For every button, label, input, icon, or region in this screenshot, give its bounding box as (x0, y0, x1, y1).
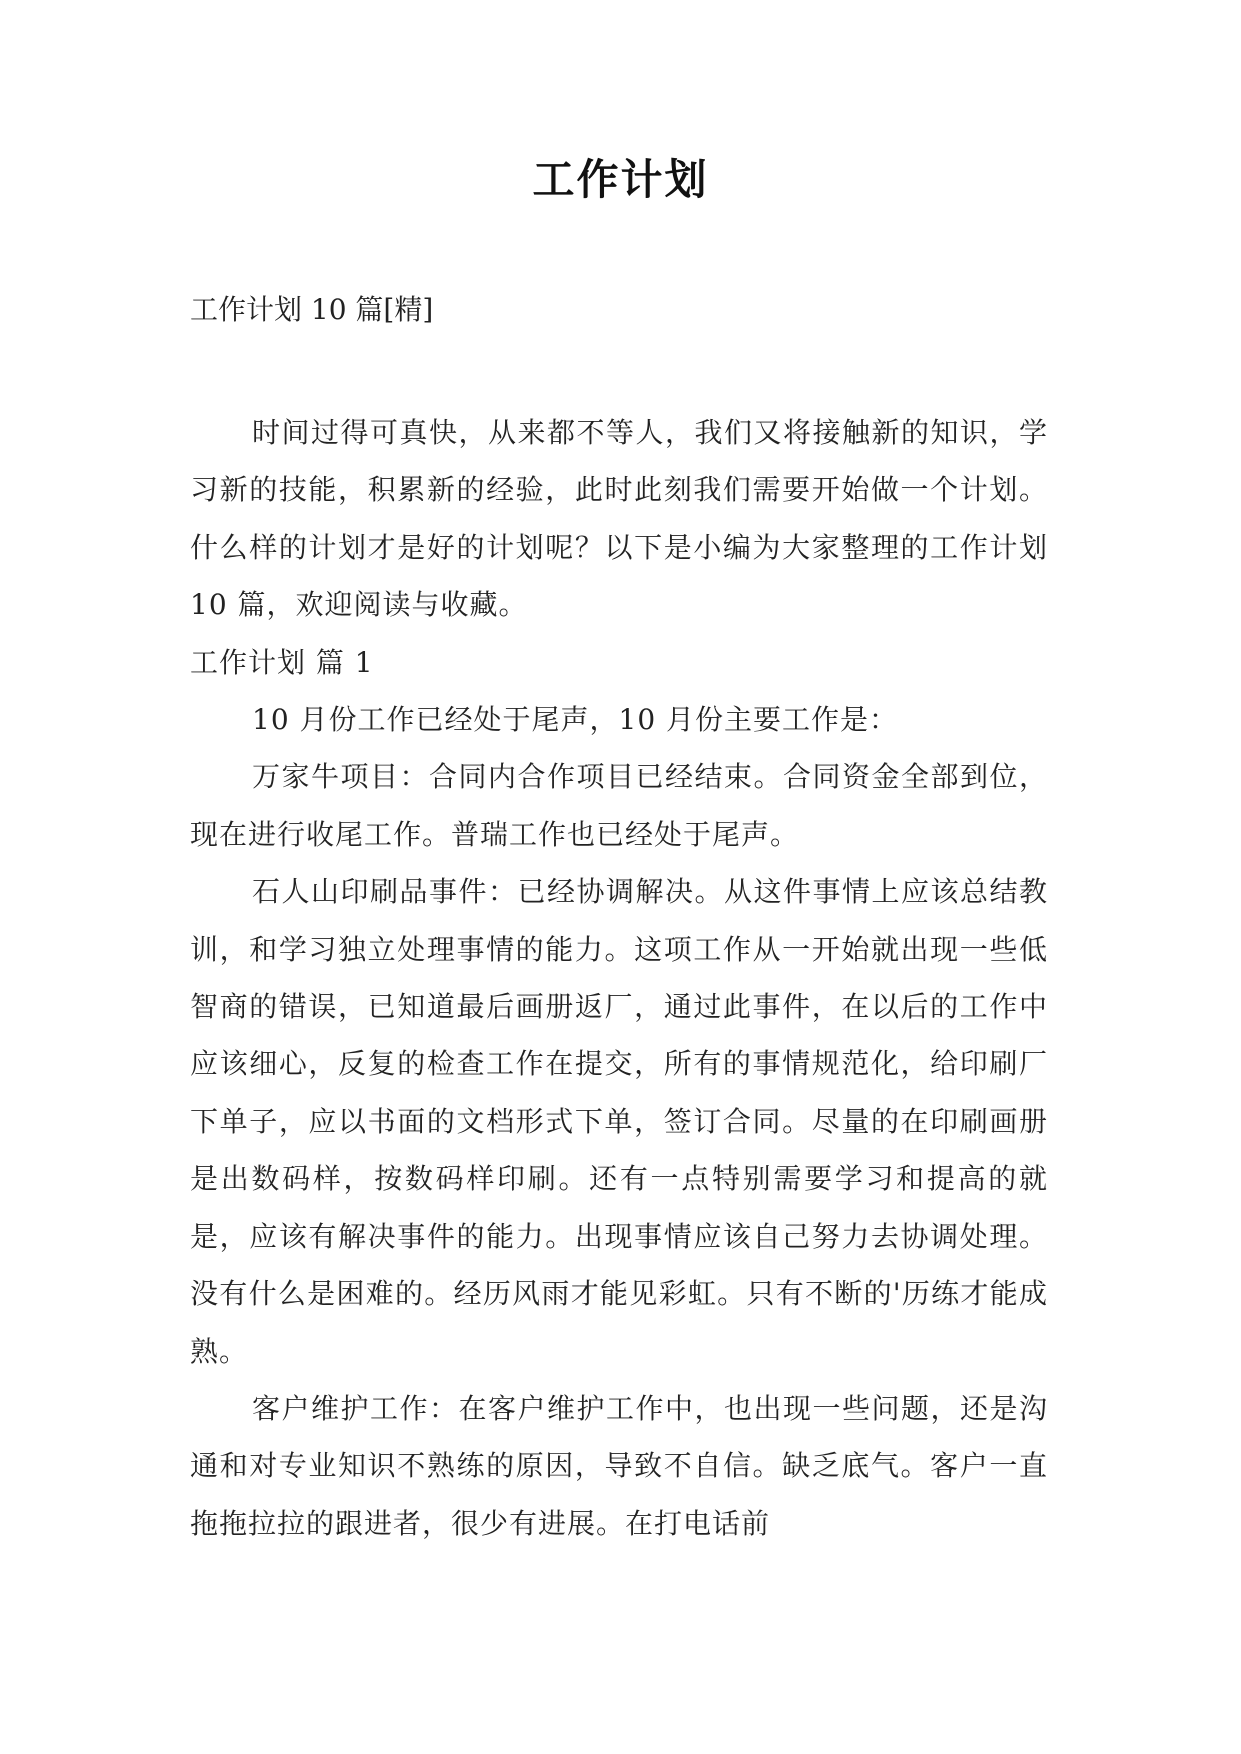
document-title: 工作计划 (532, 155, 709, 204)
body-paragraph: 石人山印刷品事件：已经协调解决。从这件事情上应该总结教训，和学习独立处理事情的能力。这项工作从一开始就出现一些低智商的错误，已知道最后画册返厂，通过此事件，在以后的工作中应该细心，反复的检查工作在提交，所有的事情规范化，给印刷厂下单子，应以书面的文档形式下单，签订合同。尽量的在印刷画册是出数码样，按数码样印刷。还有一点特别需要学习和提高的就是，应该有解决事件的能力。出现事情应该自己努力去协调处理。没有什么是困难的。经历风雨才能见彩虹。只有不断的'历练才能成熟。 (190, 875, 1048, 1368)
section-heading: 工作计划 篇 1 (190, 645, 374, 679)
body-paragraph: 10 月份工作已经处于尾声，10 月份主要工作是： (252, 703, 899, 737)
intro-paragraph: 时间过得可真快，从来都不等人，我们又将接触新的知识，学习新的技能，积累新的经验，此时此刻我们需要开始做一个计划。什么样的计划才是好的计划呢？以下是小编为大家整理的工作计划 10 篇，欢迎阅读与收藏。 (190, 416, 1048, 622)
document-body (190, 404, 1048, 1552)
body-paragraph: 万家牛项目：合同内合作项目已经结束。合同资金全部到位，现在进行收尾工作。普瑞工作也已经处于尾声。 (190, 760, 1048, 851)
body-paragraph: 客户维护工作：在客户维护工作中，也出现一些问题，还是沟通和对专业知识不熟练的原因，导致不自信。缺乏底气。客户一直拖拖拉拉的跟进者，很少有进展。在打电话前 (190, 1391, 1048, 1540)
document-subtitle: 工作计划 10 篇[精] (190, 293, 434, 326)
